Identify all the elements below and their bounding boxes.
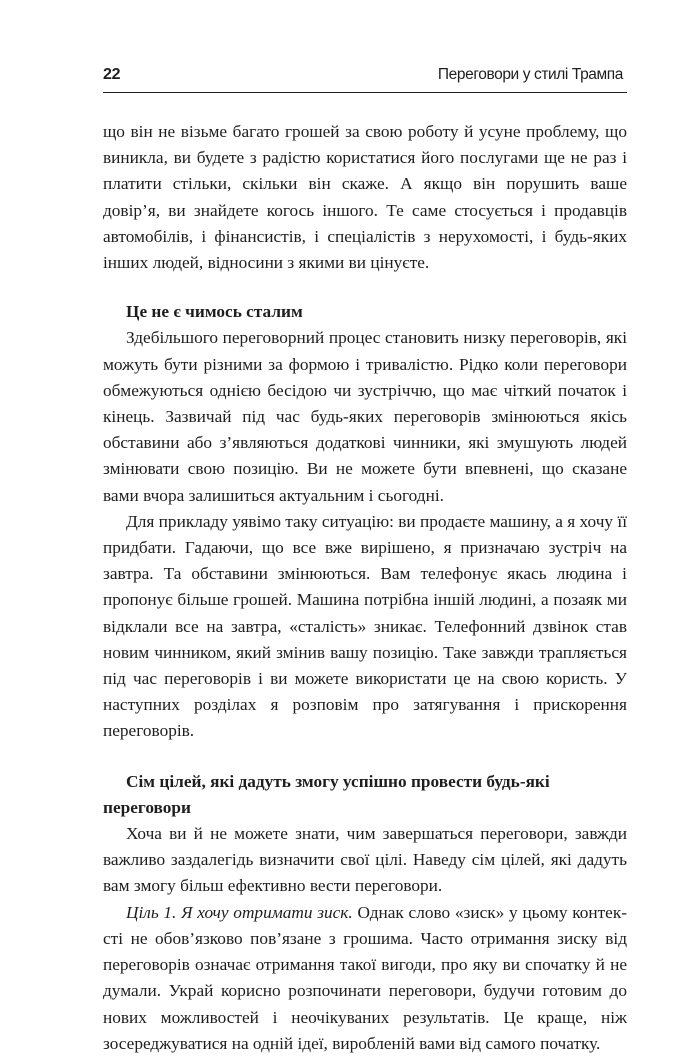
paragraph: Здебільшого переговорний процес становить низку переговорів, які можуть бути різними за формою і тривалістю. Рідко коли переговори обмежуються однією бесідою чи зустріччю, що має чіткий початок і кінець. Зазвичай під час будь-яких переговорів змінюються якісь обставини або з’являються додаткові чинники, які змушують людей змінювати свою позицію. Ви не можете бути впевнені, що сказане вами вчора залишиться актуальним і сьогодні. (103, 328, 627, 505)
paragraph: Хоча ви й не можете знати, чим завершаться переговори, завжди важливо заздалегідь визначити свої цілі. Наведу сім цілей, які дадуть вам змогу більш ефективно вести переговори. (103, 824, 627, 896)
paragraph-continued: що він не візьме багато грошей за свою роботу й усуне проблему, що виникла, ви будете з радістю користатися його послугами ще не раз і платити стільки, скільки він скаже. А якщо він порушить ваше довір’я, ви знайдете когось іншого. Те саме стосується і продавців автомобілів, і фінансистів, і спеціалістів з нерухомості, і будь-яких інших людей, відносини з якими ви цінуєте. (103, 122, 627, 273)
paragraph: Для прикладу уявімо таку ситуацію: ви продаєте машину, а я хочу її придбати. Гадаючи, що все вже вирішено, я призначаю зустріч на завтра. Та обставини змінюються. Вам телефонує якась людина і пропонує більше грошей. Машина потрібна іншій людині, а позаяк ми відклали все на завтра, «сталість» зникає. Телефонний дзвінок став новим чинником, який змінив вашу позицію. Таке завжди трапляється під час переговорів і ви можете використати це на свою користь. У наступних розділах я розповім про затягування і прискорення переговорів. (103, 511, 627, 741)
header-rule (103, 92, 627, 93)
running-title: Переговори у стилі Трампа (437, 66, 623, 83)
goal-text: Однак слово «зиск» у цьому контексті не обов’язково пов’язане з грошима. Часто отримання зиску від переговорів означає отримання такої вигоди, про яку ви спочатку й не думали. Украй корисно розпочинати переговори, будучи готовим до нових можливостей і неочікуваних результатів. Це краще, ніж зосереджуватися на одній ідеї, виробленій вами від самого початку. (103, 902, 627, 1053)
paragraph-goal-1 (103, 900, 627, 1057)
goal-lead: Ціль 1. Я хочу отримати зиск. (126, 902, 353, 922)
page-number: 22 (103, 66, 121, 83)
body-text (103, 119, 627, 1057)
running-header (103, 62, 627, 94)
section-heading: Це не є чимось сталим (126, 302, 303, 322)
section-heading: Сім цілей, які дадуть змогу успішно провести будь-які переговори (103, 771, 550, 817)
